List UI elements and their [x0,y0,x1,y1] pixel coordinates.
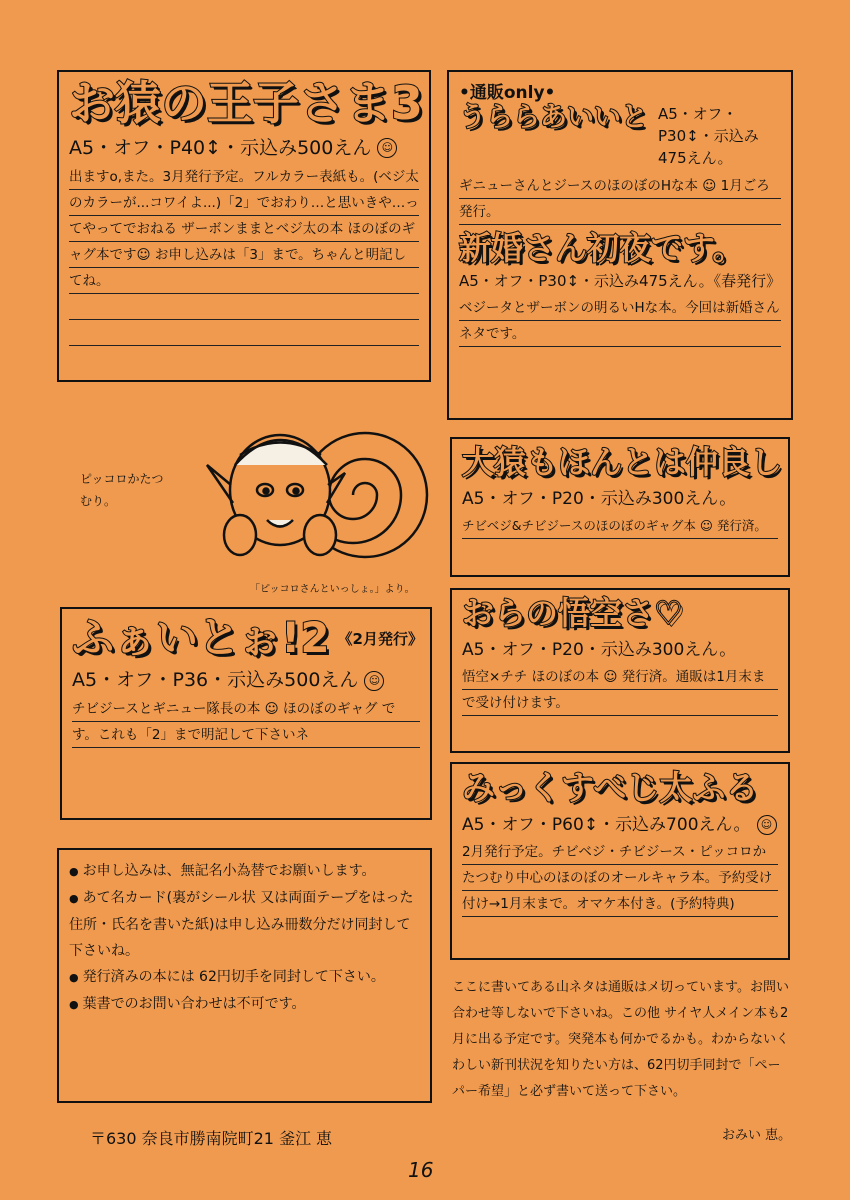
mail-order-header: •通販only• [459,83,556,103]
book-description-shinkon: ベジータとザーボンの明るいHな本。今回は新婚さんネタです。 [459,295,781,347]
book-box-fight [60,607,432,820]
page-number: 16 [408,1158,434,1182]
mailing-address: 〒630 奈良市勝南院町21 釜江 恵 [90,1129,333,1148]
smiley-icon: ☺ [757,815,777,835]
order-instructions-list [69,858,420,1018]
order-item: ● あて名カード(裏がシール状 又は両面テープをはった住所・氏名を書いた紙)は申し込み冊数分だけ同封して下さいね。 [69,885,420,964]
book-title-osaru: お猿の王子さま3 [69,76,424,130]
closing-note: ここに書いてある山ネタは通販はメ切っています。お問い合わせ等しないで下さいね。この他 サイヤ人メイン本も2月に出る予定です。突発本も何かでるかも。わからないくわしい新刊状況を知りたい方は、62円切手同封で「ペーパー希望」と必ず書いて送って下さい。 [452,980,789,1099]
book-description-oozaru: チビベジ&チビジースのほのぼのギャグ本 ☺ 発行済。 [462,513,778,539]
book-box-gokuu [450,588,790,753]
signature: おみい 恵。 [722,1128,792,1143]
book-box-mix [450,762,790,960]
book-title-oozaru: 大猿もほんとは仲良し [462,443,783,481]
book-specs-fight: A5・オフ・P36・示込み500えん ☺ [72,665,420,692]
book-description-uraraa: ギニューさんとジースのほのぼのHな本 ☺ 1月ごろ発行。 [459,173,781,225]
book-box-oozaru [450,437,790,577]
book-specs-osaru: A5・オフ・P40↕・示込み500えん ☺ [69,133,419,160]
smiley-icon: ☺ [377,138,397,158]
smiley-icon: ☺ [364,671,384,691]
book-description-fight: チビジースとギニュー隊長の本 ☺ ほのぼのギャグ です。これも「2」まで明記して下さいネ [72,696,420,748]
book-specs-gokuu: A5・オフ・P20・示込み300えん。 [462,640,737,661]
order-item: ● 葉書でのお問い合わせは不可です。 [69,991,420,1018]
book-specs-mix: A5・オフ・P60↕・示込み700えん。 ☺ [462,810,778,835]
order-item: ● お申し込みは、無記名小為替でお願いします。 [69,858,420,885]
order-instructions-box [57,848,432,1103]
book-box-osaru [57,70,431,382]
book-description-osaru: 出ますo,また。3月発行予定。フルカラー表紙も。(ベジ太のカラーが...コワイよ...)「2」でおわり…と思いきや…ってやってでおねる ザーボンままとベジ太の本 ほのぼのギャグ本です☺ お申し込みは「3」まで。ちゃんと明記してね。 [69,164,419,346]
book-title-shinkon: 新婚さん初夜です。 [459,229,745,267]
character-illustration [195,395,435,585]
book-description-mix: 2月発行予定。チビベジ・チビジース・ピッコロかたつむり中心のほのぼのオールキャラ本。予約受け付け→1月末まで。オマケ本付き。(予約特典) [462,839,778,917]
order-item: ● 発行済みの本には 62円切手を同封して下さい。 [69,964,420,991]
illustration-side-note: ピッコロかたつむり。 [80,472,164,508]
book-specs-uraraa: A5・オフ・P30↕・示込み475えん。 [658,105,759,167]
book-title-uraraa: うららあいいと [459,102,648,133]
book-specs-oozaru: A5・オフ・P20・示込み300えん。 [462,489,737,510]
book-specs-shinkon: A5・オフ・P30↕・示込み475えん。《春発行》 [459,272,782,291]
book-title-mix: みっくすべじ太ふる [462,768,759,807]
illustration-quote: 「ピッコロさんといっしょ。」より。 [250,584,415,595]
book-title-gokuu: おらの悟空さ♡ [462,594,683,632]
book-title-fight: ふぁいとぉ!2 [72,613,330,662]
book-tag-fight: 《2月発行》 [337,629,423,648]
mail-order-box [447,70,793,420]
book-description-gokuu: 悟空×チチ ほのぼの本 ☺ 発行済。通販は1月末まで受け付けます。 [462,664,778,716]
